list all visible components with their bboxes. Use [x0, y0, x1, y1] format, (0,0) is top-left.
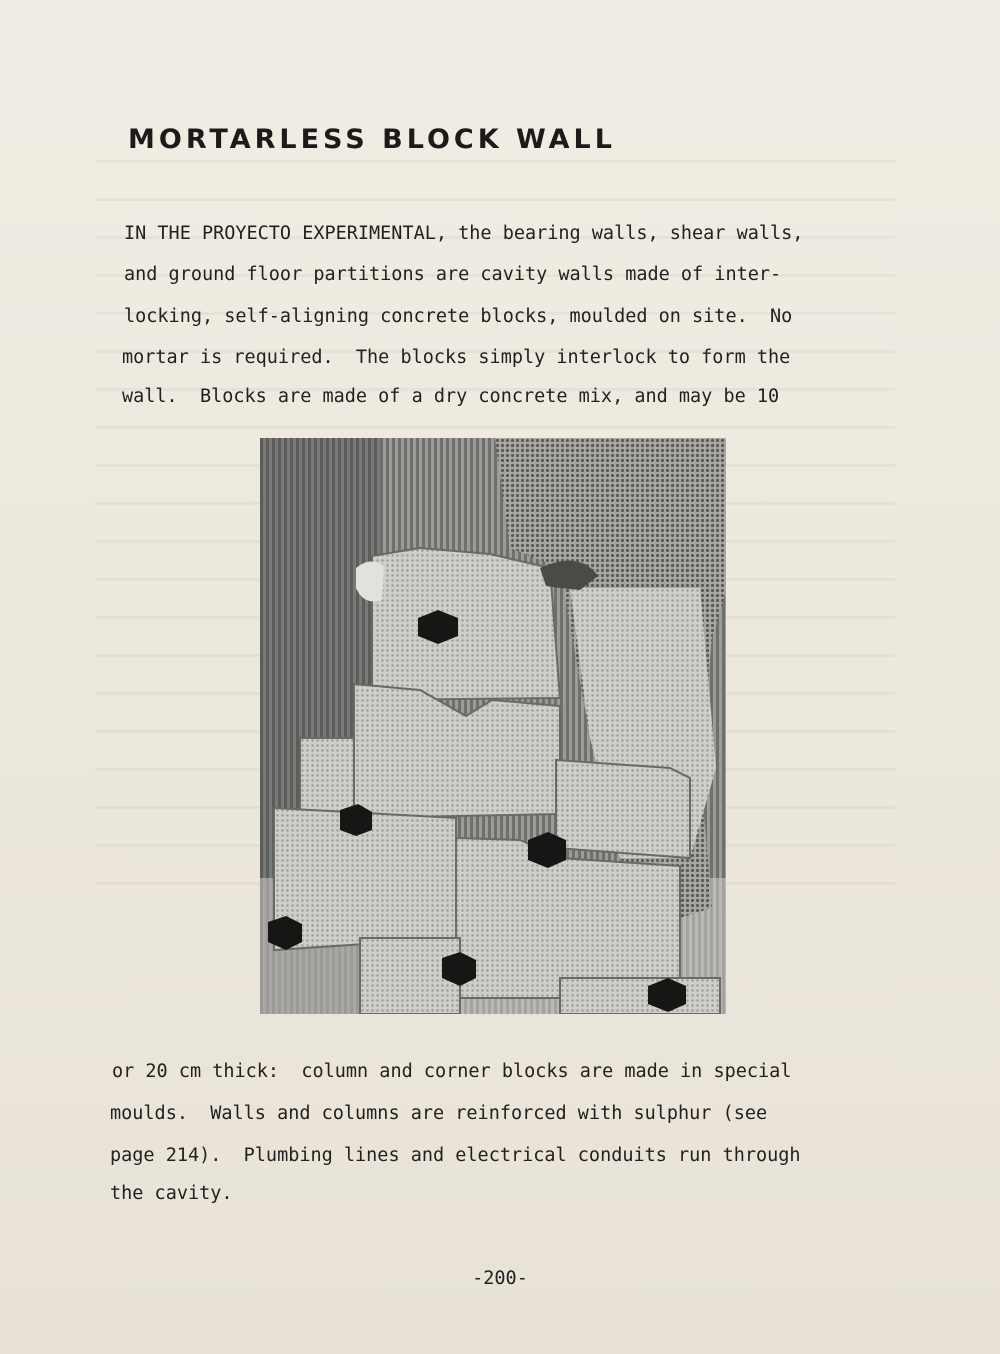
- body-line: locking, self-aligning concrete blocks, moulded on site. No: [124, 306, 793, 327]
- body-line: IN THE PROYECTO EXPERIMENTAL, the bearing walls, shear walls,: [124, 223, 804, 244]
- page-number: -200-: [472, 1268, 528, 1289]
- body-line: the cavity.: [110, 1183, 233, 1204]
- body-line: wall. Blocks are made of a dry concrete mix, and may be 10: [122, 386, 780, 407]
- body-line: mortar is required. The blocks simply interlock to form the: [122, 347, 791, 368]
- body-line: or 20 cm thick: column and corner blocks are made in special: [112, 1061, 792, 1082]
- body-line: page 214). Plumbing lines and electrical conduits run through: [110, 1145, 801, 1166]
- block-wall-photo: [260, 438, 726, 1014]
- body-line: moulds. Walls and columns are reinforced with sulphur (see: [110, 1103, 768, 1124]
- page-title: MORTARLESS BLOCK WALL: [128, 124, 616, 155]
- body-line: and ground floor partitions are cavity walls made of inter-: [124, 264, 782, 285]
